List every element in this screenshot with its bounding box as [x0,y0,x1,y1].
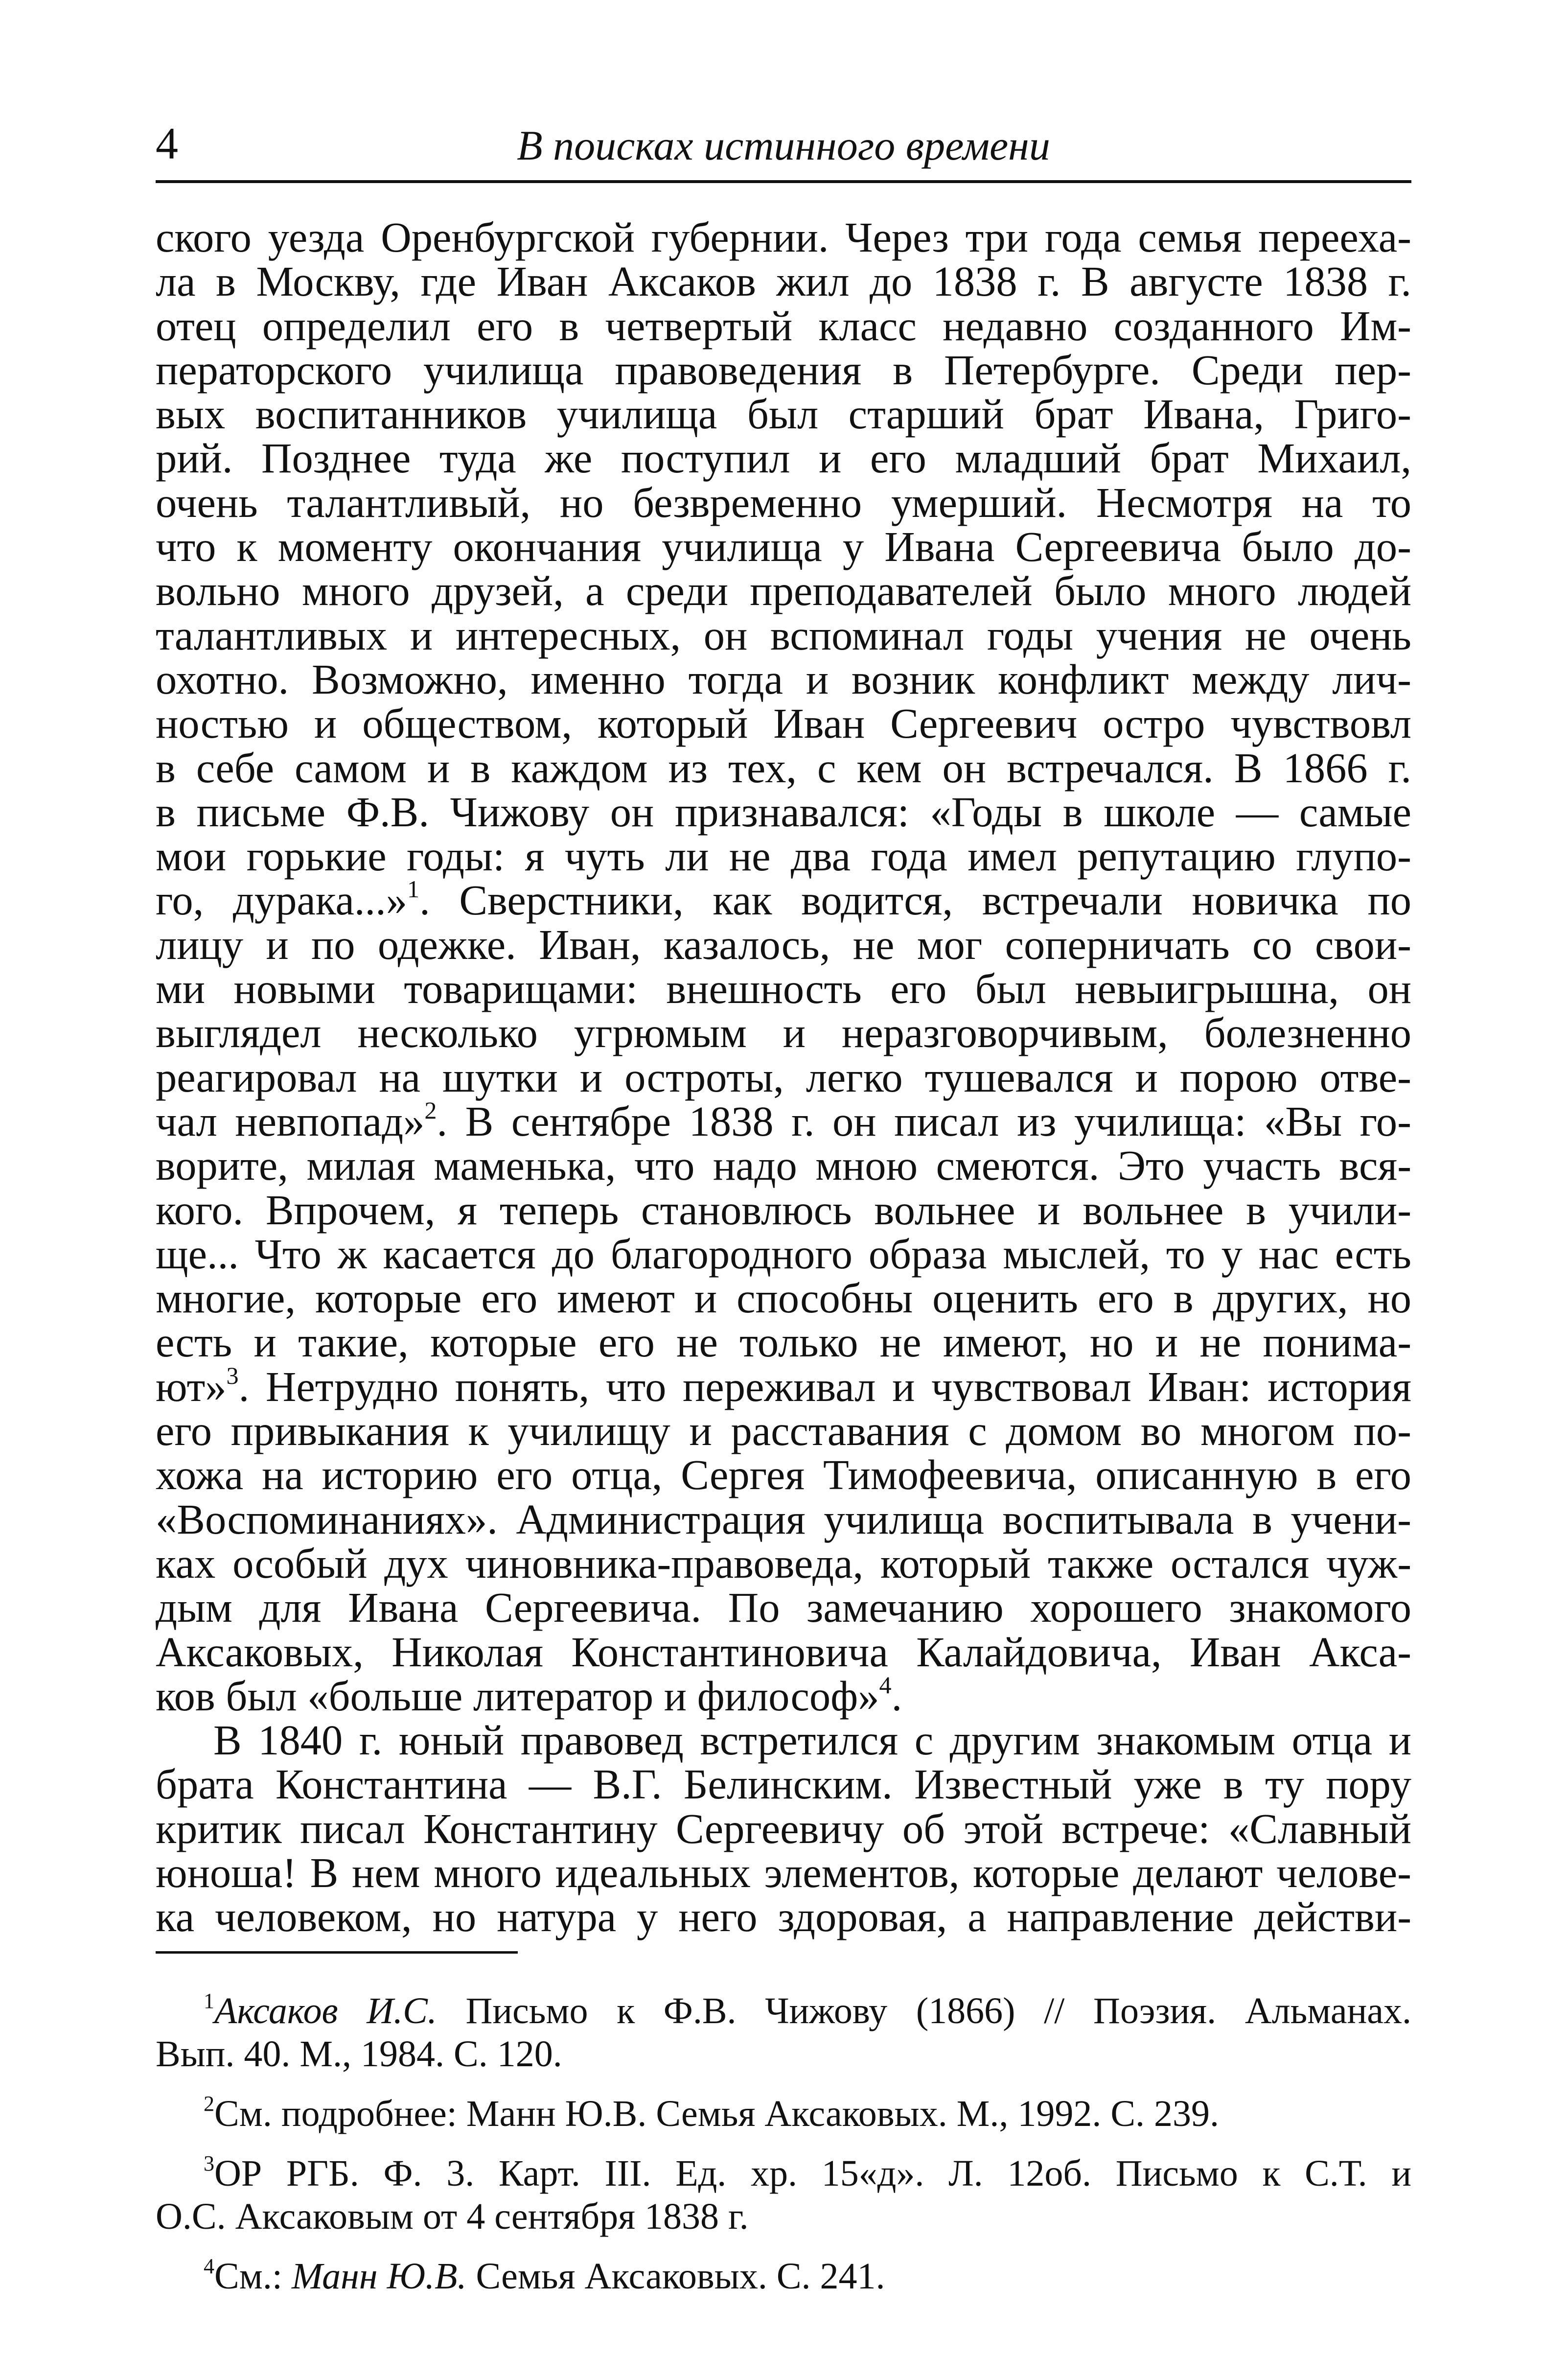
text-line: дым для Ивана Сергеевича. По замечанию хорошего знакомого [156,1584,1411,1632]
text-line: кого. Впрочем, я теперь становлюсь вольнее и вольнее в учили- [156,1186,1411,1234]
footnote-author: Аксаков И.С. [214,1990,437,2031]
text-line: очень талантливый, но безвременно умерший. Несмотря на то [156,479,1411,526]
text-line: ского уезда Оренбургской губернии. Через три года семья перееха- [156,214,1411,261]
footnote-mark: 1 [204,1989,215,2013]
footnote-mark: 3 [204,2151,215,2176]
footnote-2: $^2$См. подробнее: Манн Ю.В. Семья Аксаковых. М., 1992. С. 239. [204,2092,1220,2134]
page-number: 4 [156,118,178,168]
text-line: вольно много друзей, а среди преподавателей было много людей [156,567,1411,615]
footnote-ref: 2 [424,1096,437,1124]
running-head [156,112,1411,183]
text-line: го, дурака...»$^1$. Сверстники, как водится, встречали новичка по [156,875,1412,924]
text-line: ков был «больше литератор и философ»$^4$. [156,1671,902,1720]
text-line: ка человеком, но натура у него здоровая, а направление действи- [156,1893,1411,1941]
text-line: многие, которые его имеют и способны оценить его в других, но [156,1275,1411,1322]
footnote-4: $^4$См.: Манн Ю.В. Семья Аксаковых. С. 241. [204,2254,885,2297]
footnote-ref: 3 [226,1361,239,1389]
text-line: критик писал Константину Сергеевичу об этой встрече: «Славный [156,1805,1411,1852]
footnote-author: Манн Ю.В. [291,2256,467,2297]
text-line: ператорского училища правоведения в Петербурге. Среди пер- [156,346,1411,394]
text-line: хожа на историю его отца, Сергея Тимофеевича, описанную в его [156,1451,1411,1499]
text-line: лицу и по одежке. Иван, казалось, не мог соперничать со свои- [156,921,1411,968]
text-line: ла в Москву, где Иван Аксаков жил до 1838 г. В августе 1838 г. [156,258,1411,305]
paragraph-start-line: В 1840 г. юный правовед встретился с другим знакомым отца и [213,1717,1411,1764]
footnote-separator [156,1951,518,1954]
text-line: «Воспоминаниях». Администрация училища воспитывала в учени- [156,1495,1411,1543]
text-line: выглядел несколько угрюмым и неразговорчивым, болезненно [156,1009,1411,1057]
running-title: В поисках истинного времени [517,122,1050,169]
text-line: чал невпопад»$^2$. В сентябре 1838 г. он писал из училища: «Вы го- [156,1096,1411,1145]
text-line: охотно. Возможно, именно тогда и возник конфликт между лич- [156,655,1411,703]
text-line: ют»$^3$. Нетрудно понять, что переживал и чувствовал Иван: история [156,1361,1411,1410]
body-text [156,215,1411,1939]
footnote-3: $^3$ОР РГБ. Ф. 3. Карт. III. Ед. хр. 15«д». Л. 12об. Письмо к С.Т. и О.С. Аксаковым от 4 сентября 1838 г. [156,2151,1411,2237]
text-line: его привыкания к училищу и расставания с домом во многом по- [156,1407,1411,1455]
footnote-1: $^1$Аксаков И.С. Письмо к Ф.В. Чижову (1866) // Поэзия. Альманах. Вып. 40. М., 1984. С. 120. [156,1989,1411,2075]
text-line: отец определил его в четвертый класс недавно созданного Им- [156,302,1411,350]
footnote-mark: 4 [204,2254,215,2279]
text-line: ще... Что ж касается до благородного образа мыслей, то у нас есть [156,1230,1411,1278]
text-line: рий. Позднее туда же поступил и его младший брат Михаил, [156,435,1411,482]
text-line: талантливых и интересных, он вспоминал годы учения не очень [156,611,1411,659]
text-line: что к моменту окончания училища у Ивана Сергеевича было до- [156,523,1411,571]
text-line: есть и такие, которые его не только не имеют, но и не понима- [156,1319,1411,1366]
footnote-ref: 1 [407,875,420,903]
text-line: вых воспитанников училища был старший брат Ивана, Григо- [156,391,1411,438]
text-line: Аксаковых, Николая Константиновича Калайдовича, Иван Акса- [156,1628,1411,1676]
text-line: юноша! В нем много идеальных элементов, которые делают челове- [156,1849,1411,1896]
text-line: в себе самом и в каждом из тех, с кем он встречался. В 1866 г. [156,744,1411,792]
text-line: ках особый дух чиновника-правоведа, который также остался чуж- [156,1540,1411,1587]
footnote-mark: 2 [204,2092,215,2116]
text-line: в письме Ф.В. Чижову он признавался: «Годы в школе — самые [156,788,1411,836]
footnote-ref: 4 [879,1671,892,1699]
text-line: ностью и обществом, который Иван Сергеевич остро чувствовл [156,700,1411,747]
text-line: ворите, милая маменька, что надо мною смеются. Это участь вся- [156,1142,1411,1190]
text-line: мои горькие годы: я чуть ли не два года имел репутацию глупо- [156,833,1411,880]
footnotes [156,1989,1411,2298]
text-line: ми новыми товарищами: внешность его был невыигрышна, он [156,965,1411,1013]
text-line: брата Константина — В.Г. Белинским. Известный уже в ту пору [156,1761,1411,1808]
text-line: реагировал на шутки и остроты, легко тушевался и порою отве- [156,1053,1411,1101]
